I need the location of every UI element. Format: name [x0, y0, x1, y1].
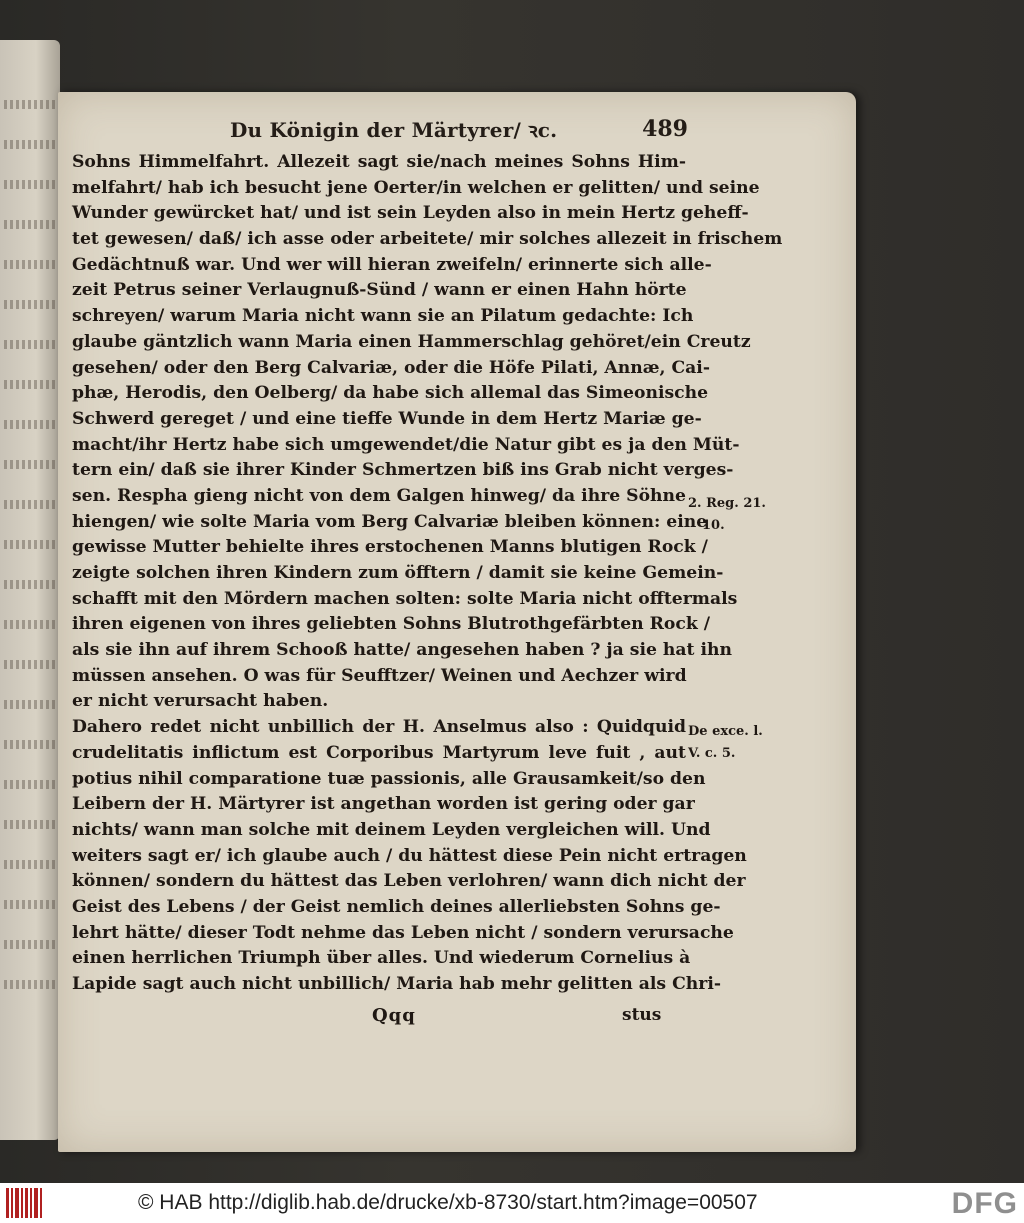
bleed-through-text	[4, 540, 56, 549]
bleed-through-text	[4, 900, 56, 909]
text-line: Wunder gewürcket hat/ und ist sein Leyden also in mein Hertz geheff-	[72, 203, 749, 224]
text-line: ihren eigenen von ihres geliebten Sohns Blutrothgefärbten Rock /	[72, 614, 711, 635]
text-line: Sohns Himmelfahrt. Allezeit sagt sie/nach meines Sohns Him-	[72, 152, 686, 172]
barcode-icon	[6, 1188, 46, 1218]
bleed-through-text	[4, 580, 56, 589]
bleed-through-text	[4, 420, 56, 429]
text-line: schreyen/ warum Maria nicht wann sie an Pilatum gedachte: Ich	[72, 306, 694, 327]
text-line: Geist des Lebens / der Geist nemlich deines allerliebsten Sohns ge-	[72, 896, 721, 917]
bleed-through-text	[4, 660, 56, 669]
bleed-through-text	[4, 620, 56, 629]
text-line: zeigte solchen ihren Kindern zum öfftern / damit sie keine Gemein-	[72, 563, 724, 583]
text-line: zeit Petrus seiner Verlaugnuß-Sünd / wann er einen Hahn hörte	[72, 280, 687, 301]
text-line: tet gewesen/ daß/ ich asse oder arbeitete/ mir solches allezeit in frischem	[72, 229, 783, 250]
bleed-through-text	[4, 780, 56, 789]
text-line: gesehen/ oder den Berg Calvariæ, oder die Höfe Pilati, Annæ, Cai-	[72, 357, 710, 378]
text-line: nichts/ wann man solche mit deinem Leyden vergleichen will. Und	[72, 819, 711, 840]
footer-bar	[0, 1183, 1024, 1223]
bleed-through-text	[4, 700, 56, 709]
text-line: Dahero redet nicht unbillich der H. Anselmus also : Quidquid	[72, 717, 686, 738]
bleed-through-text	[4, 140, 56, 149]
text-line: gewisse Mutter behielte ihres erstochenen Manns blutigen Rock /	[72, 537, 708, 558]
dfg-logo: DFG	[951, 1187, 1018, 1220]
text-line: glaube gäntzlich wann Maria einen Hammerschlag gehöret/ein Creutz	[72, 331, 751, 352]
text-line: melfahrt/ hab ich besucht jene Oerter/in welchen er gelitten/ und seine	[72, 177, 760, 198]
bleed-through-text	[4, 460, 56, 469]
margin-note: 10.	[702, 518, 725, 533]
text-line: sen. Respha gieng nicht von dem Galgen hinweg/ da ihre Söhne	[72, 485, 686, 506]
bleed-through-text	[4, 180, 56, 189]
text-line: können/ sondern du hättest das Leben verlohren/ wann dich nicht der	[72, 871, 746, 892]
bleed-through-text	[4, 740, 56, 749]
margin-note: V. c. 5.	[688, 746, 736, 761]
text-line: Gedächtnuß war. Und wer will hieran zweifeln/ erinnerte sich alle-	[72, 254, 712, 275]
text-line: müssen ansehen. O was für Seufftzer/ Weinen und Aechzer wird	[72, 665, 687, 686]
text-line: tern ein/ daß sie ihrer Kinder Schmertzen biß ins Grab nicht verges-	[72, 460, 734, 481]
catchword: stus	[622, 1005, 662, 1025]
text-line: lehrt hätte/ dieser Todt nehme das Leben nicht / sondern verursache	[72, 922, 734, 943]
bleed-through-text	[4, 860, 56, 869]
bleed-through-text	[4, 220, 56, 229]
copyright-link[interactable]: © HAB http://diglib.hab.de/drucke/xb-8730/start.htm?image=00507	[138, 1191, 758, 1214]
text-line: hiengen/ wie solte Maria vom Berg Calvariæ bleiben können: eine	[72, 511, 708, 532]
text-line: als sie ihn auf ihrem Schooß hatte/ angesehen haben ? ja sie hat ihn	[72, 640, 732, 661]
bleed-through-text	[4, 100, 56, 109]
text-line: potius nihil comparatione tuæ passionis, alle Grausamkeit/so den	[72, 768, 706, 789]
text-line: Leibern der H. Märtyrer ist angethan worden ist gering oder gar	[72, 794, 695, 815]
bleed-through-text	[4, 500, 56, 509]
text-line: crudelitatis inflictum est Corporibus Martyrum leve fuit , aut	[72, 742, 686, 763]
text-line: macht/ihr Hertz habe sich umgewendet/die Natur gibt es ja den Müt-	[72, 434, 740, 455]
text-line: er nicht verursacht haben.	[72, 691, 329, 712]
text-line: Lapide sagt auch nicht unbillich/ Maria hab mehr gelitten als Chri-	[72, 974, 721, 994]
margin-note: De exce. l.	[688, 724, 763, 739]
text-line: weiters sagt er/ ich glaube auch / du hättest diese Pein nicht ertragen	[72, 845, 747, 866]
bleed-through-text	[4, 300, 56, 309]
page-number: 489	[642, 116, 688, 142]
bleed-through-text	[4, 820, 56, 829]
text-line: schafft mit den Mördern machen solten: solte Maria nicht offtermals	[72, 588, 738, 609]
previous-page-edge	[0, 40, 60, 1140]
bleed-through-text	[4, 380, 56, 389]
signature-mark: Qqq	[372, 1005, 416, 1026]
running-head: Du Königin der Märtyrer/ ꝛc.	[230, 118, 558, 142]
bleed-through-text	[4, 340, 56, 349]
text-line: einen herrlichen Triumph über alles. Und wiederum Cornelius à	[72, 948, 691, 969]
bleed-through-text	[4, 260, 56, 269]
text-line: phæ, Herodis, den Oelberg/ da habe sich allemal das Simeonische	[72, 383, 709, 404]
bleed-through-text	[4, 940, 56, 949]
text-line: Schwerd gereget / und eine tieffe Wunde in dem Hertz Mariæ ge-	[72, 408, 702, 429]
bleed-through-text	[4, 980, 56, 989]
margin-note: 2. Reg. 21.	[688, 496, 766, 511]
